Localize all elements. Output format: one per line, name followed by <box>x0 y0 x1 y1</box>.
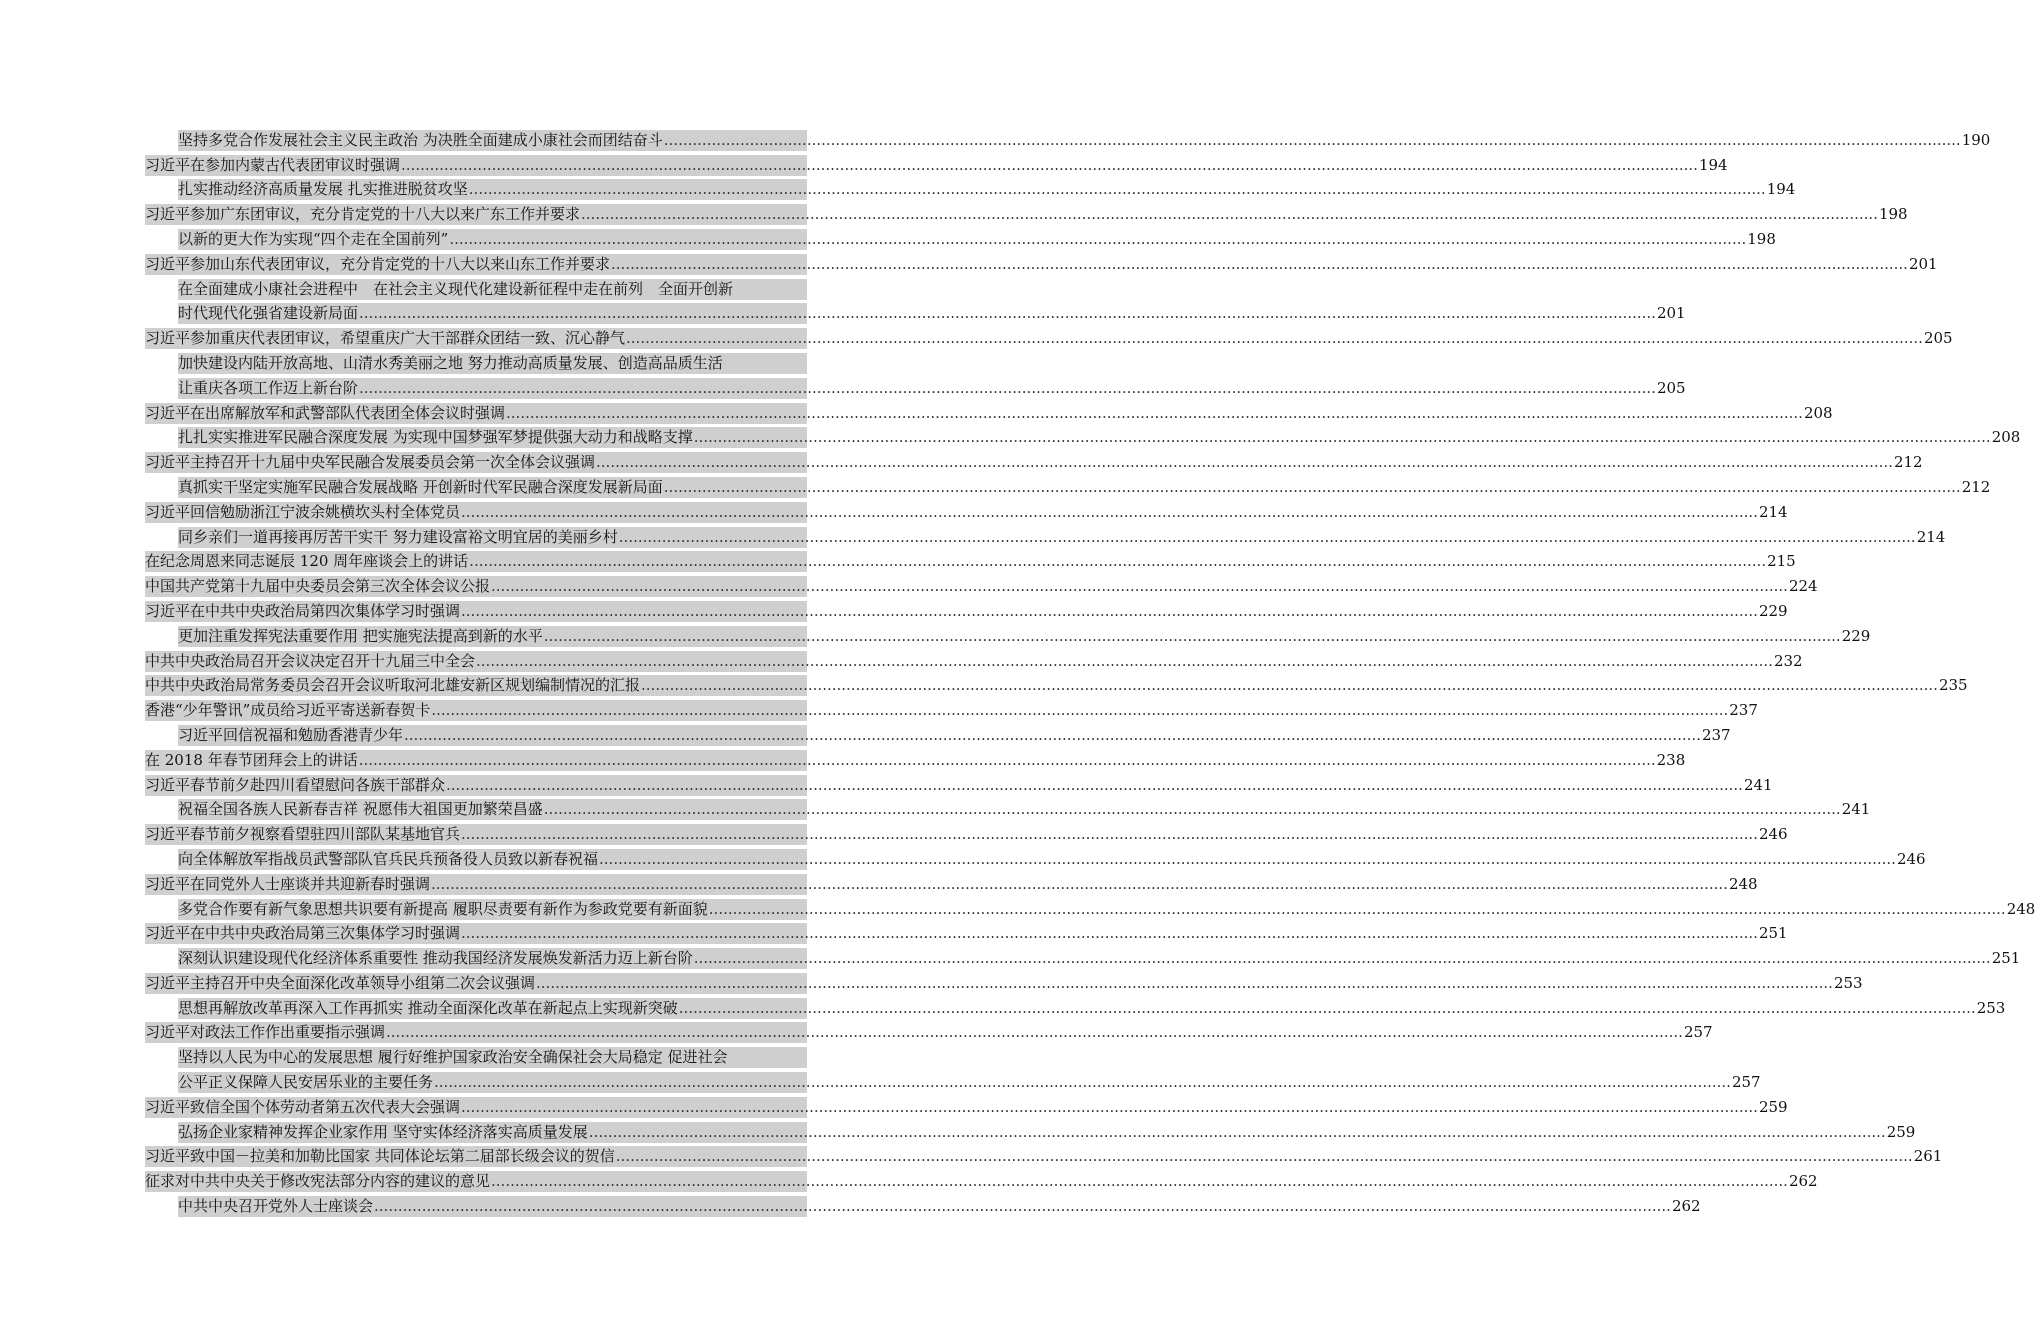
toc-entry-title: 同乡亲们一道再接再厉苦干实干 努力建设富裕文明宜居的美丽乡村 <box>178 527 618 546</box>
toc-page-number: 224 <box>1788 577 1818 596</box>
toc-entry-title: 习近平参加山东代表团审议，充分肯定党的十八大以来山东工作并要求 <box>145 254 611 273</box>
toc-page-number: 262 <box>1788 1172 1818 1191</box>
toc-entry[interactable] <box>145 1118 1916 1143</box>
toc-entry[interactable] <box>145 969 1863 994</box>
toc-entry[interactable] <box>145 250 1938 275</box>
toc-leader-dots <box>589 1121 1886 1143</box>
toc-page-number: 253 <box>1976 998 2006 1017</box>
toc-entry-highlight <box>145 452 1923 473</box>
toc-entry-title: 习近平春节前夕视察看望驻四川部队某基地官兵 <box>145 825 461 844</box>
toc-entry[interactable] <box>145 200 1908 225</box>
toc-entry-title: 习近平在出席解放军和武警部队代表团全体会议时强调 <box>145 403 506 422</box>
toc-leader-dots <box>619 526 1916 548</box>
toc-entry-highlight <box>145 651 1803 672</box>
toc-entry[interactable] <box>145 1019 1713 1044</box>
toc-leader-dots <box>611 253 1908 275</box>
toc-entry[interactable] <box>145 672 1968 697</box>
toc-entry-highlight <box>178 477 1991 498</box>
toc-entry[interactable] <box>145 324 1953 349</box>
toc-entry-highlight <box>145 155 1728 176</box>
toc-entry[interactable] <box>145 548 1796 573</box>
toc-leader-dots <box>359 749 1656 771</box>
toc-entry-title: 习近平对政法工作作出重要指示强调 <box>145 1023 386 1042</box>
toc-entry-highlight <box>145 328 1953 349</box>
toc-entry-title: 中共中央政治局常务委员会召开会议听取河北雄安新区规划编制情况的汇报 <box>145 676 641 695</box>
toc-entry[interactable] <box>145 572 1818 597</box>
toc-page-number: 198 <box>1747 229 1776 248</box>
toc-entry-title: 在纪念周恩来同志诞辰 120 周年座谈会上的讲话 <box>145 552 469 571</box>
toc-entry[interactable] <box>145 1043 807 1068</box>
toc-page-number: 205 <box>1656 378 1686 397</box>
toc-entry-highlight <box>178 899 2035 920</box>
toc-entry[interactable] <box>145 473 1991 498</box>
toc-leader-dots <box>431 873 1728 895</box>
toc-entry-highlight <box>178 179 1796 200</box>
toc-leader-dots <box>694 947 1991 969</box>
toc-leader-dots <box>491 1170 1788 1192</box>
toc-entry-title: 习近平在中共中央政治局第三次集体学习时强调 <box>145 924 461 943</box>
toc-entry-title: 扎实推动经济高质量发展 扎实推进脱贫攻坚 <box>178 180 468 199</box>
toc-entry-title: 征求对中共中央关于修改宪法部分内容的建议的意见 <box>145 1172 491 1191</box>
toc-leader-dots <box>536 972 1833 994</box>
toc-page-number: 246 <box>1758 825 1788 844</box>
toc-entry[interactable] <box>145 994 2006 1019</box>
toc-entry-title: 中共中央政治局召开会议决定召开十九届三中全会 <box>145 651 476 670</box>
toc-leader-dots <box>461 600 1758 622</box>
toc-page-number: 201 <box>1908 254 1938 273</box>
toc-entry-highlight <box>178 998 2006 1019</box>
toc-entry-highlight <box>178 948 2021 969</box>
toc-entry-highlight <box>145 923 1788 944</box>
toc-page-number: 259 <box>1758 1097 1788 1116</box>
toc-entry-title: 习近平主持召开十九届中央军民融合发展委员会第一次全体会议强调 <box>145 453 596 472</box>
toc-entry[interactable] <box>145 944 2021 969</box>
toc-entry-highlight <box>145 675 1968 696</box>
toc-entry[interactable] <box>145 796 1871 821</box>
toc-leader-dots <box>599 848 1896 870</box>
toc-entry-highlight <box>145 254 1938 275</box>
toc-entry-title: 多党合作要有新气象思想共识要有新提高 履职尽责要有新作为参政党要有新面貌 <box>178 899 708 918</box>
toc-entry-highlight <box>145 824 1788 845</box>
toc-entry-highlight <box>178 279 807 300</box>
toc-entry-highlight <box>145 1171 1818 1192</box>
toc-entry-title: 习近平在参加内蒙古代表团审议时强调 <box>145 155 401 174</box>
toc-leader-dots <box>544 798 1841 820</box>
toc-page-number: 257 <box>1683 1023 1713 1042</box>
toc-page-number: 248 <box>1728 874 1758 893</box>
toc-entry-title: 习近平参加重庆代表团审议，希望重庆广大干部群众团结一致、沉心静气 <box>145 329 626 348</box>
toc-entry-title: 中国共产党第十九届中央委员会第三次全体会议公报 <box>145 577 491 596</box>
toc-entry-highlight <box>145 750 1686 771</box>
toc-entry-title: 习近平回信祝福和勉励香港青少年 <box>178 725 404 744</box>
toc-entry[interactable] <box>145 498 1788 523</box>
toc-leader-dots <box>709 898 2006 920</box>
toc-page-number: 251 <box>1758 924 1788 943</box>
toc-entry[interactable] <box>145 647 1803 672</box>
toc-entry[interactable] <box>145 275 807 300</box>
toc-entry-title: 让重庆各项工作迈上新台阶 <box>178 378 359 397</box>
toc-entry[interactable] <box>145 424 2021 449</box>
toc-leader-dots <box>664 476 1961 498</box>
toc-leader-dots <box>469 550 1766 572</box>
toc-entry-title: 公平正义保障人民安居乐业的主要任务 <box>178 1073 434 1092</box>
toc-entry[interactable] <box>145 820 1788 845</box>
toc-page-number: 208 <box>1991 428 2021 447</box>
toc-entry-highlight <box>178 849 1926 870</box>
toc-leader-dots <box>694 426 1991 448</box>
toc-page-number: 232 <box>1773 651 1803 670</box>
toc-page-number: 257 <box>1731 1073 1761 1092</box>
toc-entry-highlight <box>145 775 1773 796</box>
toc-entry-title: 时代现代化强省建设新局面 <box>178 304 359 323</box>
toc-entry-highlight <box>178 799 1871 820</box>
toc-entry[interactable] <box>145 771 1773 796</box>
toc-entry[interactable] <box>145 746 1686 771</box>
toc-entry-title: 习近平参加广东团审议，充分肯定党的十八大以来广东工作并要求 <box>145 205 581 224</box>
toc-entry-highlight <box>145 204 1908 225</box>
toc-page-number: 208 <box>1803 403 1833 422</box>
toc-entry-title: 向全体解放军指战员武警部队官兵民兵预备役人员致以新春祝福 <box>178 849 599 868</box>
toc-entry[interactable] <box>145 151 1728 176</box>
toc-entry-highlight <box>145 551 1796 572</box>
toc-page-number: 214 <box>1916 527 1946 546</box>
toc-entry-highlight <box>145 502 1788 523</box>
toc-entry-title: 习近平主持召开中央全面深化改革领导小组第二次会议强调 <box>145 973 536 992</box>
toc-entry[interactable] <box>145 845 1926 870</box>
toc-entry[interactable] <box>145 448 1923 473</box>
toc-entry-title: 习近平在中共中央政治局第四次集体学习时强调 <box>145 601 461 620</box>
toc-leader-dots <box>461 1096 1758 1118</box>
toc-leader-dots <box>476 650 1773 672</box>
toc-entry[interactable] <box>145 225 1776 250</box>
toc-leader-dots <box>404 724 1701 746</box>
toc-entry[interactable] <box>145 176 1796 201</box>
toc-page-number: 237 <box>1701 725 1731 744</box>
toc-leader-dots <box>359 377 1656 399</box>
toc-page-number: 205 <box>1923 329 1953 348</box>
toc-entry-title: 习近平致中国－拉美和加勒比国家 共同体论坛第二届部长级会议的贺信 <box>145 1147 615 1166</box>
toc-page-number: 235 <box>1938 676 1968 695</box>
toc-entry[interactable] <box>145 126 1991 151</box>
toc-entry-title: 坚持以人民为中心的发展思想 履行好维护国家政治安全确保社会大局稳定 促进社会 <box>178 1048 728 1067</box>
toc-entry[interactable] <box>145 597 1788 622</box>
toc-entry-title: 扎扎实实推进军民融合深度发展 为实现中国梦强军梦提供强大动力和战略支撑 <box>178 428 693 447</box>
toc-page-number: 190 <box>1961 130 1991 149</box>
toc-leader-dots <box>469 178 1766 200</box>
toc-entry-title: 以新的更大作为实现“四个走在全国前列” <box>178 229 449 248</box>
toc-leader-dots <box>374 1195 1671 1217</box>
toc-page-number: 238 <box>1656 750 1686 769</box>
toc-entry-highlight <box>145 973 1863 994</box>
toc-leader-dots <box>449 228 1746 250</box>
toc-entry-title: 深刻认识建设现代化经济体系重要性 推动我国经济发展焕发新活力迈上新台阶 <box>178 949 693 968</box>
toc-entry[interactable] <box>145 1143 1943 1168</box>
toc-page-number: 241 <box>1841 800 1871 819</box>
toc-entry[interactable] <box>145 721 1731 746</box>
toc-entry[interactable] <box>145 920 1788 945</box>
toc-entry-highlight <box>178 1072 1761 1093</box>
toc-leader-dots <box>491 575 1788 597</box>
toc-entry-title: 习近平致信全国个体劳动者第五次代表大会强调 <box>145 1097 461 1116</box>
toc-entry[interactable] <box>145 1192 1701 1217</box>
toc-entry-highlight <box>178 229 1776 250</box>
toc-page-number: 201 <box>1656 304 1686 323</box>
toc-entry-highlight <box>178 378 1686 399</box>
toc-page-number: 261 <box>1913 1147 1943 1166</box>
toc-entry-title: 真抓实干坚定实施军民融合发展战略 开创新时代军民融合深度发展新局面 <box>178 477 663 496</box>
toc-entry-title: 习近平在同党外人士座谈并共迎新春时强调 <box>145 874 431 893</box>
toc-entry[interactable] <box>145 696 1758 721</box>
toc-entry-title: 加快建设内陆开放高地、山清水秀美丽之地 努力推动高质量发展、创造高品质生活 <box>178 353 723 372</box>
toc-entry[interactable] <box>145 349 807 374</box>
toc-entry[interactable] <box>145 1068 1761 1093</box>
toc-leader-dots <box>544 625 1841 647</box>
toc-page-number: 194 <box>1766 180 1796 199</box>
toc-leader-dots <box>581 203 1878 225</box>
toc-entry-highlight <box>178 1122 1916 1143</box>
toc-entry[interactable] <box>145 895 2035 920</box>
toc-leader-dots <box>401 154 1698 176</box>
toc-leader-dots <box>679 997 1976 1019</box>
toc-leader-dots <box>616 1145 1913 1167</box>
toc-entry-title: 更加注重发挥宪法重要作用 把实施宪法提高到新的水平 <box>178 626 543 645</box>
toc-entry[interactable] <box>145 300 1686 325</box>
toc-page-number: 212 <box>1961 477 1991 496</box>
toc-entry-highlight <box>178 303 1686 324</box>
toc-entry-highlight <box>145 576 1818 597</box>
toc-leader-dots <box>664 129 1961 151</box>
toc-leader-dots <box>359 302 1656 324</box>
toc-entry-highlight <box>145 874 1758 895</box>
toc-entry-highlight <box>145 1097 1788 1118</box>
toc-entry-highlight <box>178 1196 1701 1217</box>
toc-leader-dots <box>461 823 1758 845</box>
toc-page-number: 198 <box>1878 205 1908 224</box>
toc-entry-title: 思想再解放改革再深入工作再抓实 推动全面深化改革在新起点上实现新突破 <box>178 998 678 1017</box>
toc-entry-title: 祝福全国各族人民新春吉祥 祝愿伟大祖国更加繁荣昌盛 <box>178 800 543 819</box>
toc-entry-title: 习近平回信勉励浙江宁波余姚横坎头村全体党员 <box>145 502 461 521</box>
toc-entry[interactable] <box>145 1167 1818 1192</box>
toc-leader-dots <box>626 327 1923 349</box>
toc-leader-dots <box>461 922 1758 944</box>
toc-leader-dots <box>641 674 1938 696</box>
toc-page-number: 246 <box>1896 849 1926 868</box>
toc-entry-highlight <box>145 403 1833 424</box>
toc-entry-title: 中共中央召开党外人士座谈会 <box>178 1197 374 1216</box>
toc-page-number: 248 <box>2006 899 2035 918</box>
toc-entry-highlight <box>178 427 2021 448</box>
toc-page-number: 194 <box>1698 155 1728 174</box>
toc-leader-dots <box>461 501 1758 523</box>
toc-page-number: 215 <box>1767 552 1796 571</box>
table-of-contents <box>145 126 2035 1217</box>
toc-page-number: 259 <box>1886 1122 1916 1141</box>
toc-entry-title: 坚持多党合作发展社会主义民主政治 为决胜全面建成小康社会而团结奋斗 <box>178 130 663 149</box>
toc-page-number: 214 <box>1758 502 1788 521</box>
toc-entry[interactable] <box>145 399 1833 424</box>
toc-page-number: 241 <box>1743 775 1773 794</box>
toc-entry-highlight <box>145 1022 1713 1043</box>
toc-entry-title: 弘扬企业家精神发挥企业家作用 坚守实体经济落实高质量发展 <box>178 1122 588 1141</box>
toc-leader-dots <box>596 451 1893 473</box>
toc-leader-dots <box>386 1021 1683 1043</box>
toc-entry-highlight <box>178 626 1871 647</box>
toc-page-number: 212 <box>1893 453 1923 472</box>
toc-entry-title: 在全面建成小康社会进程中 在社会主义现代化建设新征程中走在前列 全面开创新 <box>178 279 734 298</box>
toc-entry-title: 香港“少年警讯”成员给习近平寄送新春贺卡 <box>145 701 431 720</box>
toc-page-number: 262 <box>1671 1197 1701 1216</box>
toc-page-number: 229 <box>1841 626 1871 645</box>
toc-entry[interactable] <box>145 1093 1788 1118</box>
toc-entry[interactable] <box>145 870 1758 895</box>
toc-entry-highlight <box>178 527 1946 548</box>
toc-entry-highlight <box>178 1047 807 1068</box>
toc-page-number: 229 <box>1758 601 1788 620</box>
toc-entry-highlight <box>145 1146 1943 1167</box>
toc-entry-highlight <box>178 725 1731 746</box>
toc-entry-title: 在 2018 年春节团拜会上的讲话 <box>145 750 358 769</box>
toc-entry-highlight <box>145 700 1758 721</box>
toc-entry-highlight <box>178 130 1991 151</box>
toc-entry-highlight <box>145 601 1788 622</box>
toc-leader-dots <box>506 402 1803 424</box>
toc-entry[interactable] <box>145 374 1686 399</box>
toc-entry-highlight <box>178 353 807 374</box>
toc-entry[interactable] <box>145 523 1946 548</box>
toc-page-number: 253 <box>1833 973 1863 992</box>
toc-page-number: 237 <box>1729 701 1758 720</box>
toc-entry-title: 习近平春节前夕赴四川看望慰问各族干部群众 <box>145 775 446 794</box>
toc-leader-dots <box>431 699 1728 721</box>
toc-page-number: 251 <box>1991 949 2021 968</box>
toc-entry[interactable] <box>145 622 1871 647</box>
toc-leader-dots <box>434 1071 1731 1093</box>
toc-leader-dots <box>446 774 1743 796</box>
